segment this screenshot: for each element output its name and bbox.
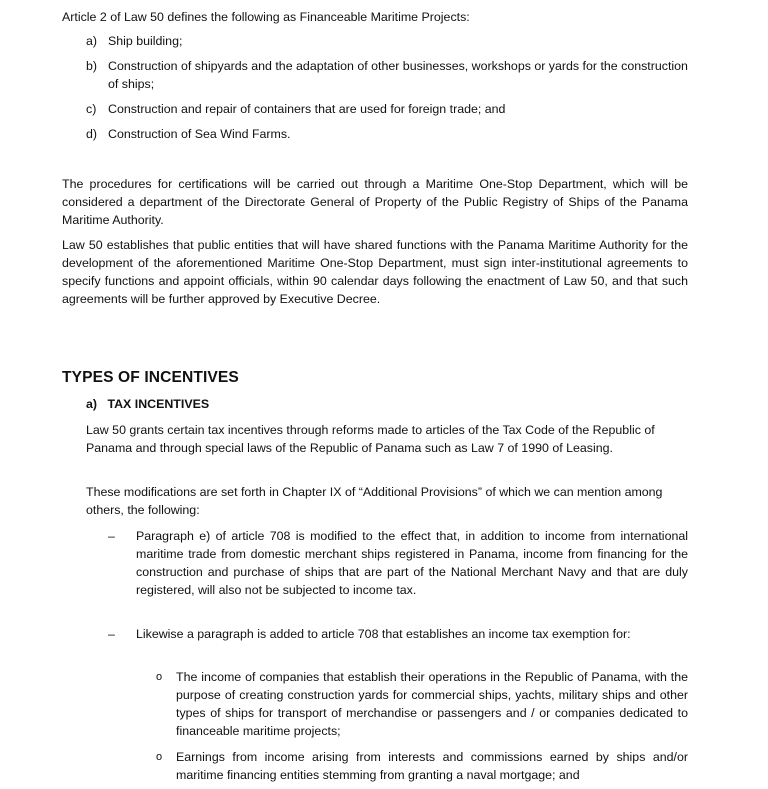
list-marker: d): [86, 127, 98, 141]
list-item-text: Ship building;: [108, 34, 183, 48]
circle-marker: o: [156, 671, 163, 683]
paragraph-agreements: Law 50 establishes that public entities that will have shared functions with the Panama Maritime Authority for the development of the aforementioned Maritime One-Stop Department, must sign inter-institutional agreements to specify functions and appoint officials, within 90 calendar days following the enactment of Law 50, and that such agreements will be further approved by Executive Decree.: [62, 238, 688, 306]
paragraph-certifications: The procedures for certifications will be carried out through a Maritime One-Stop Department, which will be considered a department of the Directorate General of Property of the Public Registry of Ships of the Panama Maritime Authority.: [62, 177, 688, 227]
list-item-text: The income of companies that establish their operations in the Republic of Panama, with the purpose of creating construction yards for commercial ships, yachts, military ships and other types of ships for transport of merchandise or passengers and / or companies dedicated to financeable maritime projects;: [176, 670, 688, 738]
subsection-heading: [86, 395, 486, 413]
project-item: [86, 125, 696, 143]
subsection-marker: a): [86, 397, 98, 411]
list-marker: a): [86, 34, 98, 48]
dash-marker: –: [108, 529, 115, 543]
paragraph-modifications: These modifications are set forth in Chapter IX of “Additional Provisions” of which we can mention among others, the following:: [86, 485, 663, 517]
list-item-text: Construction of Sea Wind Farms.: [108, 127, 291, 141]
project-item: [86, 57, 696, 93]
project-item: [86, 32, 696, 50]
list-item-text: Construction and repair of containers that are used for foreign trade; and: [108, 102, 506, 116]
list-item-text: Earnings from income arising from interests and commissions earned by ships and/or maritime financing entities stemming from granting a naval mortgage; and: [176, 750, 688, 782]
list-marker: c): [86, 102, 97, 116]
subsection-title: TAX INCENTIVES: [107, 397, 210, 411]
dash-list-item: [108, 625, 688, 643]
list-item-text: Paragraph e) of article 708 is modified to the effect that, in addition to income from international maritime trade from domestic merchant ships registered in Panama, income from financing for the construction and purchase of ships that are part of the National Merchant Navy and that are duly registered, will also not be subjected to income tax.: [136, 529, 688, 597]
circle-list-item: [156, 668, 688, 740]
circle-marker: o: [156, 751, 163, 763]
list-item-text: Likewise a paragraph is added to article 708 that establishes an income tax exemption for:: [136, 627, 631, 641]
paragraph-tax-code: Law 50 grants certain tax incentives through reforms made to articles of the Tax Code of the Republic of Panama and through special laws of the Republic of Panama such as Law 7 of 1990 of Leasing.: [86, 423, 655, 455]
list-marker: b): [86, 59, 98, 73]
dash-marker: –: [108, 627, 115, 641]
intro-text: Article 2 of Law 50 defines the following as Financeable Maritime Projects:: [62, 10, 470, 24]
circle-list-item: [156, 748, 688, 784]
section-heading: TYPES OF INCENTIVES: [62, 369, 239, 386]
dash-list-item: [108, 527, 688, 599]
project-item: [86, 100, 696, 118]
list-item-text: Construction of shipyards and the adaptation of other businesses, workshops or yards for the construction of ships;: [108, 59, 688, 91]
